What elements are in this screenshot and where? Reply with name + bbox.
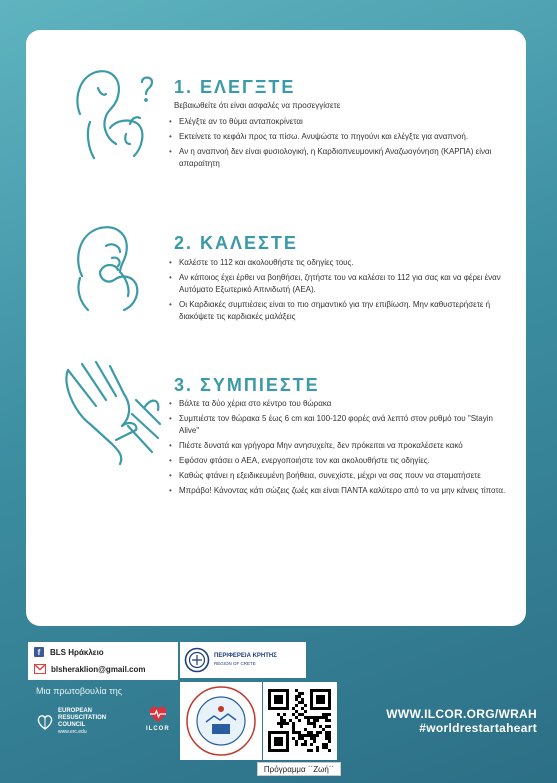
facebook-link[interactable] bbox=[34, 647, 104, 657]
mail-icon bbox=[34, 664, 46, 674]
list-item: • Καλέστε το 112 και ακολουθήστε τις οδηγίες τους. bbox=[168, 257, 513, 269]
step-bullets bbox=[168, 257, 513, 326]
initiative-label: Μια πρωτοβουλία της bbox=[36, 686, 123, 696]
step-heading: 2. ΚΑΛΕΣΤΕ bbox=[174, 233, 298, 253]
qr-code[interactable] bbox=[263, 682, 337, 760]
list-item: • Αν κάποιος έχει έρθει να βοηθήσει, ζητήστε του να καλέσει το 112 για σας και να φέρει έναν Αυτόματο Εξωτερικό Απινιδωτή (ΑΕΑ). bbox=[168, 272, 513, 296]
facebook-icon: f bbox=[34, 647, 44, 657]
erc-line1: EUROPEAN bbox=[58, 708, 93, 714]
step-bullets bbox=[168, 116, 513, 173]
email-label: blsheraklion@gmail.com bbox=[51, 664, 146, 674]
hands-compression-icon bbox=[60, 360, 170, 470]
ilcor-logo bbox=[146, 704, 170, 732]
step-heading: 3. ΣΥΜΠΙΕΣΤΕ bbox=[174, 375, 320, 395]
ilcor-heart-icon bbox=[147, 704, 169, 724]
list-item: • Εκτείνετε το κεφάλι προς τα πίσω. Ανυψώστε το πηγούνι και ελέγξτε για αναπνοή. bbox=[168, 131, 513, 143]
erc-line3: COUNCIL bbox=[58, 722, 86, 728]
list-item: • Οι Καρδιακές συμπιέσεις είναι το πιο σημαντικό για την επιβίωση. Μην καθυστερήσετε ή διακόψετε τις καρδιακές μαλάξεις bbox=[168, 299, 513, 323]
step-heading: 1. ΕΛΕΓΞΤΕ bbox=[174, 77, 296, 97]
list-item: • Εφόσον φτάσει ο ΑΕΑ, ενεργοποιήστε τον και ακολουθήστε τις οδηγίες. bbox=[168, 455, 513, 467]
ilcor-label: ILCOR bbox=[146, 726, 170, 732]
checking-person-icon bbox=[60, 64, 160, 164]
campaign-block bbox=[386, 707, 537, 735]
list-item: • Πιέστε δυνατά και γρήγορα Μην ανησυχείτε, δεν πρόκειται να προκαλέσετε κακό bbox=[168, 440, 513, 452]
region-sub: REGION OF CRETE bbox=[214, 661, 256, 666]
step-bullets bbox=[168, 398, 513, 500]
qr-code-icon bbox=[263, 682, 337, 760]
region-logo bbox=[180, 642, 306, 678]
qr-caption: Πρόγραμμα ΄΄Ζωή΄΄ bbox=[257, 762, 341, 776]
erc-logo bbox=[36, 708, 106, 736]
list-item: • Βάλτε τα δύο χέρια στο κέντρο του θώρακα bbox=[168, 398, 513, 410]
school-logo bbox=[180, 682, 262, 760]
campaign-url[interactable]: WWW.ILCOR.ORG/WRAH bbox=[386, 707, 537, 721]
region-name: ΠΕΡΙΦΕΡΕΙΑ ΚΡΗΤΗΣ bbox=[214, 653, 277, 659]
email-link[interactable] bbox=[34, 664, 146, 674]
list-item: • Μπράβο! Κάνοντας κάτι σώζεις ζωές και είναι ΠΑΝΤΑ καλύτερο από το να μην κάνεις τίποτα. bbox=[168, 485, 513, 497]
erc-url: www.erc.edu bbox=[58, 729, 87, 735]
step-intro: Βεβαιωθείτε ότι είναι ασφαλές να προσεγγίσετε bbox=[174, 101, 341, 110]
list-item: • Συμπιέστε τον θώρακα 5 έως 6 cm και 100-120 φορές ανά λεπτό στον ρυθμό του "Stayin Alive" bbox=[168, 413, 513, 437]
instruction-card bbox=[26, 30, 526, 626]
facebook-label: BLS Ηράκλειο bbox=[50, 647, 104, 657]
list-item: • Αν η αναπνοή δεν είναι φυσιολογική, η Καρδιοπνευμονική Αναζωογόνηση (ΚΑΡΠΑ) είναι απαραίτητη bbox=[168, 146, 513, 170]
school-seal-icon bbox=[180, 682, 262, 760]
heart-logo-icon bbox=[36, 713, 54, 731]
list-item: • Καθώς φτάνει η εξειδικευμένη βοήθεια, συνεχίστε, μέχρι να σας πουν να σταματήσετε bbox=[168, 470, 513, 482]
contact-box bbox=[28, 642, 178, 680]
campaign-hashtag: #worldrestartaheart bbox=[419, 721, 537, 735]
list-item: • Ελέγξτε αν το θύμα ανταποκρίνεται bbox=[168, 116, 513, 128]
erc-line2: RESUSCITATION bbox=[58, 715, 107, 721]
region-emblem-icon bbox=[184, 647, 210, 673]
phone-call-icon bbox=[60, 216, 160, 316]
